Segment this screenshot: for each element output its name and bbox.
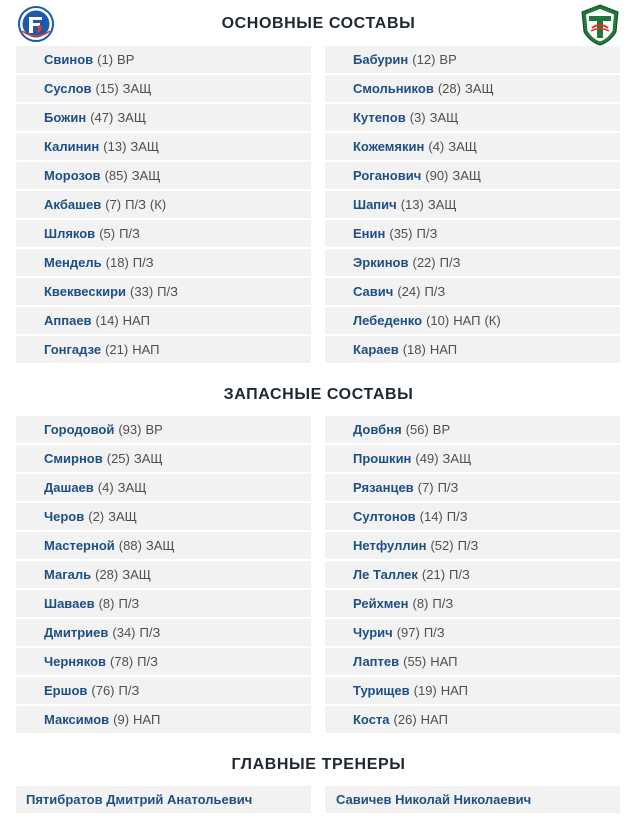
player-position: НАП xyxy=(132,342,160,357)
player-row xyxy=(325,278,620,305)
player-row xyxy=(325,706,620,733)
player-number: (2) xyxy=(88,509,105,524)
player-position: ЗАЩ xyxy=(108,509,137,524)
player-position: ЗАЩ xyxy=(464,81,494,96)
subs-away-list xyxy=(325,416,620,735)
player-number: (78) xyxy=(110,654,134,669)
player-name-link[interactable]: Шапич xyxy=(353,197,397,212)
player-row xyxy=(16,706,311,733)
player-position: НАП xyxy=(440,683,469,698)
player-position: П/З xyxy=(132,255,154,270)
player-number: (52) xyxy=(430,538,454,553)
player-number: (1) xyxy=(97,52,114,67)
player-number: (8) xyxy=(412,596,429,611)
player-number: (35) xyxy=(389,226,413,241)
player-number: (13) xyxy=(103,139,127,154)
player-number: (34) xyxy=(112,625,136,640)
player-row xyxy=(16,46,311,73)
player-position: П/З xyxy=(439,255,461,270)
player-position: П/З xyxy=(139,625,161,640)
player-position: ЗАЩ xyxy=(122,567,151,582)
player-name-link[interactable]: Енин xyxy=(353,226,386,241)
player-name-link[interactable]: Калинин xyxy=(44,139,100,154)
player-number: (28) xyxy=(437,81,461,96)
substitutes-title: ЗАПАСНЫЕ СОСТАВЫ xyxy=(223,386,414,403)
player-row xyxy=(16,416,311,443)
player-name-link[interactable]: Рейхмен xyxy=(353,596,409,611)
player-position: ЗАЩ xyxy=(442,451,472,466)
player-row xyxy=(16,474,311,501)
player-name-link[interactable]: Чурич xyxy=(353,625,393,640)
player-number: (47) xyxy=(90,110,114,125)
player-name-link[interactable]: Шаваев xyxy=(44,596,95,611)
player-position: НАП xyxy=(122,313,150,328)
player-row xyxy=(325,46,620,73)
player-position: ЗАЩ xyxy=(122,81,152,96)
player-number: (18) xyxy=(402,342,426,357)
player-name-link[interactable]: Лаптев xyxy=(353,654,400,669)
starting-lineups-title: ОСНОВНЫЕ СОСТАВЫ xyxy=(221,15,416,32)
player-position: П/З xyxy=(446,509,468,524)
player-row xyxy=(16,445,311,472)
player-name-link[interactable]: Роганович xyxy=(353,168,422,183)
player-row xyxy=(16,191,311,218)
player-position: ЗАЩ xyxy=(117,480,147,495)
player-row xyxy=(325,75,620,102)
player-row xyxy=(325,162,620,189)
player-number: (4) xyxy=(97,480,114,495)
player-name-link[interactable]: Караев xyxy=(353,342,399,357)
player-row xyxy=(16,104,311,131)
player-name-link[interactable]: Нетфуллин xyxy=(353,538,427,553)
player-name-link[interactable]: Черняков xyxy=(44,654,107,669)
player-row xyxy=(325,191,620,218)
player-position: ЗАЩ xyxy=(133,451,163,466)
player-name-link[interactable]: Лебеденко xyxy=(353,313,423,328)
player-position: ЗАЩ xyxy=(131,168,161,183)
player-position: П/З xyxy=(157,284,178,299)
player-name-link[interactable]: Турищев xyxy=(353,683,410,698)
player-name-link[interactable]: Коста xyxy=(353,712,390,727)
player-row xyxy=(325,445,620,472)
player-name-link[interactable]: Мастерной xyxy=(44,538,115,553)
player-row xyxy=(325,648,620,675)
player-number: (7) xyxy=(417,480,434,495)
player-name-link[interactable]: Султонов xyxy=(353,509,416,524)
player-position: ЗАЩ xyxy=(429,110,459,125)
player-name-link[interactable]: Акбашев xyxy=(44,197,102,212)
player-name-link[interactable]: Квеквескири xyxy=(44,284,127,299)
player-name-link[interactable]: Морозов xyxy=(44,168,101,183)
player-number: (5) xyxy=(99,226,116,241)
player-number: (88) xyxy=(118,538,142,553)
player-number: (18) xyxy=(105,255,129,270)
player-position: П/З xyxy=(119,226,140,241)
player-name-link[interactable]: Ершов xyxy=(44,683,88,698)
player-number: (13) xyxy=(400,197,424,212)
player-position: П/З xyxy=(118,596,140,611)
player-row xyxy=(16,619,311,646)
player-position: ЗАЩ xyxy=(427,197,457,212)
player-name-link[interactable]: Смирнов xyxy=(44,451,103,466)
player-row xyxy=(325,590,620,617)
player-row xyxy=(325,104,620,131)
player-row xyxy=(16,307,311,334)
player-row xyxy=(16,590,311,617)
player-row xyxy=(325,133,620,160)
player-number: (15) xyxy=(95,81,119,96)
player-name-link[interactable]: Кожемякин xyxy=(353,139,425,154)
player-name-link[interactable]: Рязанцев xyxy=(353,480,414,495)
player-row xyxy=(16,648,311,675)
player-row xyxy=(325,677,620,704)
player-name-link[interactable]: Городовой xyxy=(44,422,115,437)
player-number: (25) xyxy=(106,451,130,466)
home-coach-row xyxy=(16,786,311,813)
player-number: (97) xyxy=(396,625,420,640)
player-name-link[interactable]: Дмитриев xyxy=(44,625,109,640)
subs-home-list xyxy=(16,416,311,735)
player-number: (21) xyxy=(421,567,446,582)
player-number: (9) xyxy=(113,712,130,727)
player-row xyxy=(16,249,311,276)
player-number: (3) xyxy=(409,110,426,125)
player-position: П/З xyxy=(416,226,438,241)
player-number: (7) xyxy=(105,197,122,212)
player-number: (28) xyxy=(95,567,119,582)
player-name-link[interactable]: Максимов xyxy=(44,712,110,727)
player-position: НАП xyxy=(133,712,161,727)
player-row xyxy=(16,75,311,102)
player-number: (22) xyxy=(412,255,436,270)
player-row xyxy=(325,619,620,646)
player-number: (56) xyxy=(405,422,429,437)
player-number: (90) xyxy=(425,168,449,183)
player-name-link[interactable]: Черов xyxy=(44,509,85,524)
player-row xyxy=(325,220,620,247)
player-position: ВР xyxy=(439,52,457,67)
player-row xyxy=(325,307,620,334)
player-row xyxy=(325,474,620,501)
player-name-link[interactable]: Довбня xyxy=(353,422,402,437)
player-row xyxy=(16,532,311,559)
player-position: НАП xyxy=(453,313,481,328)
player-number: (10) xyxy=(426,313,450,328)
player-name-link[interactable]: Магаль xyxy=(44,567,92,582)
player-position: П/З xyxy=(125,197,146,212)
player-name-link[interactable]: Савич xyxy=(353,284,394,299)
player-number: (85) xyxy=(104,168,128,183)
player-number: (55) xyxy=(403,654,427,669)
starting-away-list xyxy=(325,46,620,365)
player-position: П/З xyxy=(432,596,454,611)
player-row xyxy=(325,561,620,588)
player-position: П/З xyxy=(437,480,459,495)
player-name-link[interactable]: Дашаев xyxy=(44,480,94,495)
player-row xyxy=(325,503,620,530)
player-row xyxy=(16,220,311,247)
player-number: (8) xyxy=(98,596,115,611)
player-name-link[interactable]: Прошкин xyxy=(353,451,412,466)
player-position: ЗАЩ xyxy=(448,139,477,154)
player-position: НАП xyxy=(420,712,448,727)
player-name-link[interactable]: Бабурин xyxy=(353,52,409,67)
player-position: П/З xyxy=(449,567,470,582)
player-position: ЗАЩ xyxy=(130,139,160,154)
player-number: (12) xyxy=(412,52,436,67)
torpedo-logo-icon[interactable] xyxy=(580,4,620,46)
starting-home-list xyxy=(16,46,311,365)
captain-badge: (К) xyxy=(484,313,501,328)
player-position: ВР xyxy=(145,422,163,437)
player-position: ЗАЩ xyxy=(452,168,482,183)
player-number: (14) xyxy=(95,313,119,328)
player-number: (14) xyxy=(419,509,443,524)
away-coach-name[interactable]: Савичев Николай Николаевич xyxy=(336,792,532,807)
player-row xyxy=(325,416,620,443)
head-coaches-title: ГЛАВНЫЕ ТРЕНЕРЫ xyxy=(231,756,406,773)
player-name-link[interactable]: Суслов xyxy=(44,81,92,96)
player-name-link[interactable]: Эркинов xyxy=(353,255,409,270)
player-number: (76) xyxy=(91,683,115,698)
player-row xyxy=(325,532,620,559)
player-name-link[interactable]: Аппаев xyxy=(44,313,92,328)
player-number: (21) xyxy=(105,342,129,357)
player-row xyxy=(16,336,311,363)
player-row xyxy=(16,162,311,189)
player-row xyxy=(16,561,311,588)
player-name-link[interactable]: Шляков xyxy=(44,226,96,241)
player-name-link[interactable]: Гонгадзе xyxy=(44,342,102,357)
player-position: П/З xyxy=(423,625,445,640)
player-position: ВР xyxy=(432,422,451,437)
player-row xyxy=(325,249,620,276)
player-number: (49) xyxy=(415,451,439,466)
player-name-link[interactable]: Смольников xyxy=(353,81,434,96)
captain-badge: (К) xyxy=(149,197,167,212)
player-position: ЗАЩ xyxy=(145,538,175,553)
player-position: П/З xyxy=(424,284,446,299)
away-coach-row xyxy=(325,786,620,813)
player-number: (24) xyxy=(397,284,421,299)
player-number: (33) xyxy=(130,284,154,299)
player-position: П/З xyxy=(137,654,158,669)
player-number: (26) xyxy=(393,712,417,727)
player-name-link[interactable]: Ле Таллек xyxy=(353,567,418,582)
player-row xyxy=(16,278,311,305)
player-name-link[interactable]: Божин xyxy=(44,110,87,125)
player-name-link[interactable]: Мендель xyxy=(44,255,102,270)
player-row xyxy=(325,336,620,363)
home-coach-name[interactable]: Пятибратов Дмитрий Анатольевич xyxy=(26,792,253,807)
player-number: (19) xyxy=(413,683,437,698)
player-name-link[interactable]: Свинов xyxy=(44,52,94,67)
lineups-header xyxy=(0,0,637,48)
player-row xyxy=(16,677,311,704)
player-number: (93) xyxy=(118,422,142,437)
player-name-link[interactable]: Кутепов xyxy=(353,110,406,125)
player-position: ВР xyxy=(117,52,135,67)
player-position: П/З xyxy=(457,538,479,553)
player-position: П/З xyxy=(118,683,140,698)
player-row xyxy=(16,503,311,530)
player-number: (4) xyxy=(428,139,445,154)
player-position: ЗАЩ xyxy=(117,110,147,125)
player-position: НАП xyxy=(429,342,458,357)
player-position: НАП xyxy=(430,654,458,669)
player-row xyxy=(16,133,311,160)
